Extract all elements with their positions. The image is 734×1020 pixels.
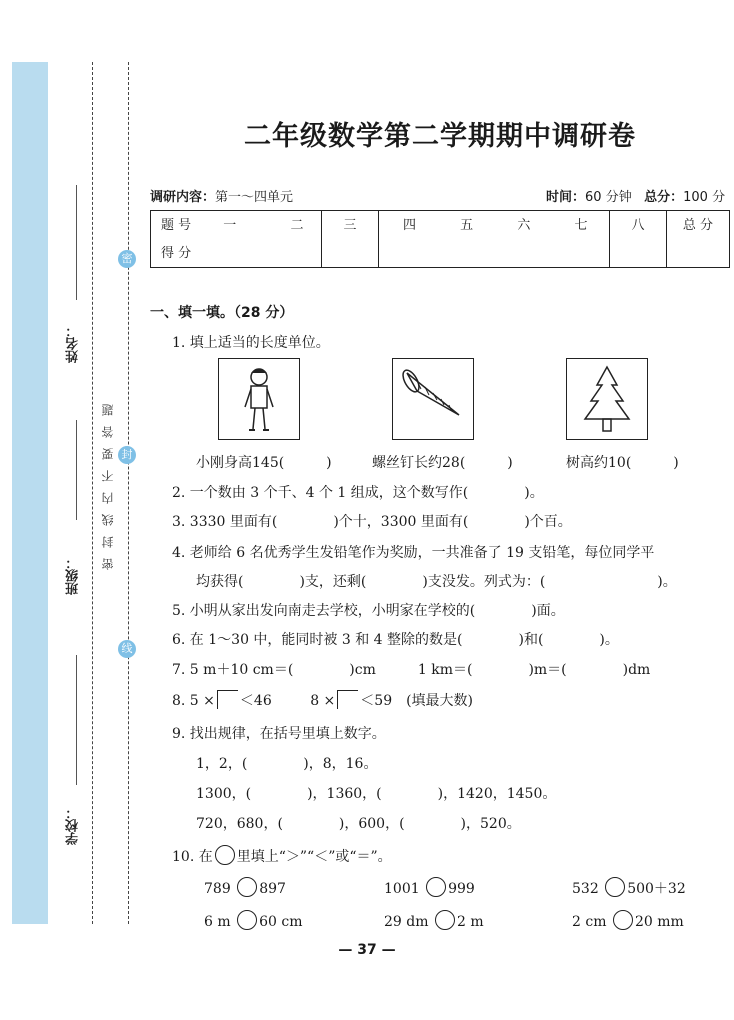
q3-text: 3. 3330 里面有( )个十，3300 里面有( )个百。 (172, 514, 572, 530)
q4-text-line2: 均获得( )支，还剩( )支没发。列式为：( )。 (196, 574, 677, 590)
total-label: 总分： (644, 190, 684, 205)
content-label: 调研内容： (150, 190, 216, 205)
seal-dot-xian: 线 (118, 640, 136, 658)
compare-4-left: 6 m (204, 914, 231, 930)
class-label: 班级： (66, 556, 81, 596)
q9-seq-b: 1300，( )，1360，( )，1420，1450。 (196, 786, 557, 802)
q10-text (172, 845, 392, 866)
q10-part-b: 里填上“＞”“＜”或“＝”。 (236, 849, 392, 865)
compare-5-right: 2 m (456, 914, 484, 930)
q2-text: 2. 一个数由 3 个千、4 个 1 组成，这个数写作( )。 (172, 485, 544, 501)
name-label: 姓名： (66, 324, 81, 364)
q1-caption-height: 小刚身高145( ) (196, 455, 332, 471)
time-label: 时间： (546, 190, 586, 205)
seal-dot-feng: 封 (118, 446, 136, 464)
q8-answer-box-1[interactable] (217, 690, 238, 709)
q10-part-a: 10. 在 (172, 849, 213, 865)
compare-2 (384, 877, 475, 897)
seal-dot-mi: 密 (118, 250, 136, 268)
name-underline (76, 185, 77, 300)
compare-3-right: 500＋32 (627, 881, 686, 897)
score-col-4: 四 (403, 218, 417, 233)
total-value: 100 分 (683, 190, 726, 205)
q10-circle-example (215, 845, 235, 865)
cut-line-outer (128, 62, 129, 924)
score-cols-4-7 (379, 211, 610, 268)
tree-illustration (567, 359, 647, 439)
exam-time-total (546, 186, 725, 205)
section1-title: 一、填一填。（28 分） (150, 305, 294, 321)
q8-part-b: ＜46 (239, 693, 272, 709)
q9-seq-a: 1，2，( )，8，16。 (196, 756, 378, 772)
q9-text: 9. 找出规律，在括号里填上数字。 (172, 726, 386, 742)
compare-3-left: 532 (572, 881, 599, 897)
q1-text: 1. 填上适当的长度单位。 (172, 335, 330, 351)
compare-1 (204, 877, 286, 897)
q5-text: 5. 小明从家出发向南走去学校，小明家在学校的( )面。 (172, 603, 565, 619)
compare-6 (572, 910, 684, 930)
score-col-7: 七 (574, 218, 588, 233)
q8-part-a: 8. 5 × (172, 693, 215, 709)
score-table (150, 210, 730, 268)
score-col-3: 三 (322, 211, 379, 268)
q7-text: 7. 5 m＋10 cm＝( )cm 1 km＝( )m＝( )dm (172, 662, 651, 678)
compare-3-circle[interactable] (605, 877, 625, 897)
score-value-row (151, 239, 322, 268)
seal-notice: 密封线内不要答题 (101, 394, 115, 570)
compare-6-circle[interactable] (613, 910, 633, 930)
content-value: 第一～四单元 (215, 190, 294, 205)
score-col-6: 六 (517, 218, 531, 233)
compare-1-right: 897 (259, 881, 286, 897)
q8-row (172, 690, 473, 710)
compare-6-right: 20 mm (634, 914, 684, 930)
tree-picture (566, 358, 648, 440)
score-col-2: 二 (290, 218, 304, 233)
compare-4 (204, 910, 302, 930)
compare-1-left: 789 (204, 881, 231, 897)
score-col-total: 总 分 (667, 211, 730, 268)
boy-picture (218, 358, 300, 440)
screw-picture (392, 358, 474, 440)
compare-2-right: 999 (448, 881, 475, 897)
compare-2-circle[interactable] (426, 877, 446, 897)
q8-answer-box-2[interactable] (337, 690, 358, 709)
q1-caption-screw: 螺丝钉长约28( ) (372, 455, 513, 471)
page-number: — 37 — (338, 942, 396, 958)
school-underline (76, 655, 77, 785)
compare-5-left: 29 dm (384, 914, 429, 930)
score-header-row (151, 211, 322, 240)
compare-1-circle[interactable] (237, 877, 257, 897)
compare-5 (384, 910, 484, 930)
q8-part-c: 8 × (310, 693, 336, 709)
exam-content (150, 186, 293, 205)
compare-6-left: 2 cm (572, 914, 607, 930)
boy-illustration (219, 359, 299, 439)
q1-caption-tree: 树高约10( ) (566, 455, 679, 471)
compare-4-right: 60 cm (259, 914, 303, 930)
compare-2-left: 1001 (384, 881, 420, 897)
q4-text-line1: 4. 老师给 6 名优秀学生发铅笔作为奖励，一共准备了 19 支铅笔，每位同学平 (172, 545, 655, 561)
class-underline (76, 420, 77, 520)
cut-line-inner (92, 62, 93, 924)
q9-seq-c: 720，680，( )，600，( )，520。 (196, 816, 521, 832)
compare-4-circle[interactable] (237, 910, 257, 930)
score-col-1: 一 (223, 218, 237, 233)
compare-3 (572, 877, 686, 898)
score-col-5: 五 (460, 218, 474, 233)
compare-5-circle[interactable] (435, 910, 455, 930)
school-label: 学校： (66, 806, 81, 846)
score-value-label: 得 分 (161, 246, 192, 261)
binding-strip (12, 62, 48, 924)
page-title: 二年级数学第二学期期中调研卷 (244, 121, 636, 152)
q8-part-d: ＜59 (填最大数) (360, 693, 474, 709)
score-col-8: 八 (610, 211, 667, 268)
score-row-label: 题 号 (161, 218, 192, 233)
screw-illustration (393, 359, 473, 439)
time-value: 60 分钟 (585, 190, 632, 205)
q6-text: 6. 在 1～30 中，能同时被 3 和 4 整除的数是( )和( )。 (172, 632, 619, 648)
